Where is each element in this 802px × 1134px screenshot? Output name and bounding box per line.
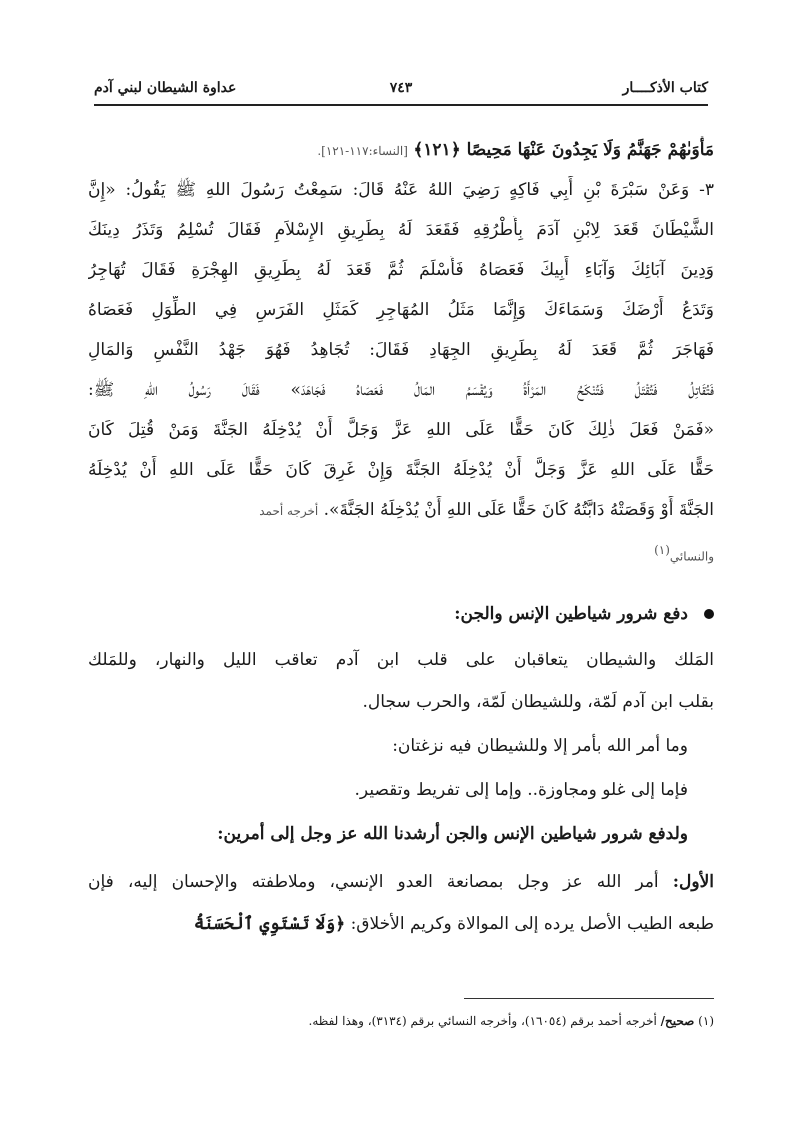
hadith-line: وَدِينَ آبَائِكَ وَآبَاءِ أَبِيكَ فَعَصَاهُ فَأَسْلَمَ ثُمَّ قَعَدَ لَهُ بِطَرِيقِ الهِجْرَةِ فَقَالَ تُهَاجِرُ xyxy=(88,260,714,280)
paragraph-line-quran xyxy=(88,910,714,938)
hadith-source-line xyxy=(88,536,714,571)
book-title: كتاب الأذكــــار xyxy=(622,80,708,96)
paragraph-line: المَلك والشيطان يتعاقبان على قلب ابن آدم تعاقب الليل والنهار، وللمَلك xyxy=(88,650,714,670)
hadith-source-cont: والنسائي xyxy=(669,549,714,564)
hadith-line: الشَّيْطَانَ قَعَدَ لِابْنِ آدَمَ بِأَطْرُقِهِ فَقَعَدَ لَهُ بِطَرِيقِ الإِسْلاَمِ فَقَالَ تُسْلِمُ وَتَذَرُ دِينَكَ xyxy=(88,220,714,240)
header-divider xyxy=(94,104,708,106)
page-number: ٧٤٣ xyxy=(389,80,413,96)
hadith-line: فَهَاجَرَ ثُمَّ قَعَدَ لَهُ بِطَرِيقِ الجِهَادِ فَقَالَ: تُجَاهِدُ فَهُوَ جَهْدُ النَّفْسِ وَالمَالِ xyxy=(88,340,714,360)
hadith-line: وَتَدَعُ أَرْضَكَ وَسَمَاءَكَ وَإِنَّمَا مَثَلُ المُهَاجِرِ كَمَثَلِ الفَرَسِ فِي الطِّوَلِ فَعَصَاهُ xyxy=(88,300,714,320)
hadith-line: الجَنَّةَ أَوْ وَقَصَتْهُ دَابَّتُهُ كَانَ حَقًّا عَلَى اللهِ أَنْ يُدْخِلَهُ الجَنَّةَ». xyxy=(323,500,714,520)
hadith-source: أخرجه أحمد xyxy=(259,504,319,518)
hadith-last-line xyxy=(88,496,714,525)
quran-excerpt: ﴿وَلَا تَسْتَوِي ٱلْحَسَنَةُ xyxy=(193,914,346,934)
verse-text: مَأْوَىٰهُمْ جَهَنَّمُ وَلَا يَجِدُونَ عَنْهَا مَحِيصًا ﴿١٢١﴾ xyxy=(413,140,714,160)
first-label: الأول: xyxy=(672,872,714,892)
bullet-icon xyxy=(704,609,714,619)
hadith-line: ٣- وَعَنْ سَبْرَةَ بْنِ أَبِي فَاكِهٍ رَضِيَ اللهُ عَنْهُ قَالَ: سَمِعْتُ رَسُولَ اللهِ ﷺ يَقُولُ: «إِنَّ xyxy=(88,180,714,200)
paragraph-line: وما أمر الله بأمر إلا وللشيطان فيه نزغتان: xyxy=(392,736,688,756)
section-title: عداوة الشيطان لبني آدم xyxy=(94,80,237,96)
footnote xyxy=(88,1014,714,1028)
verse-end-line xyxy=(88,136,714,165)
footnote-number: (١) xyxy=(698,1014,714,1028)
verse-reference: [النساء:١١٧-١٢١]. xyxy=(317,144,408,158)
footnote-text: أخرجه أحمد برقم (١٦٠٥٤)، وأخرجه النسائي برقم (٣١٣٤)، وهذا لفظه. xyxy=(308,1014,657,1028)
footnote-divider xyxy=(464,998,714,999)
paragraph-line: ولدفع شرور شياطين الإنس والجن أرشدنا الله عز وجل إلى أمرين: xyxy=(217,824,688,844)
hadith-line: حَقًّا عَلَى اللهِ عَزَّ وَجَلَّ أَنْ يُدْخِلَهُ الجَنَّةَ وَإِنْ غَرِقَ كَانَ حَقًّا عَلَى اللهِ أَنْ يُدْخِلَهُ xyxy=(88,460,714,480)
running-header xyxy=(94,80,708,102)
first-text: أمر الله عز وجل بمصانعة العدو الإنسي، وملاطفته والإحسان إليه، فإن xyxy=(88,872,659,892)
paragraph-line: فإما إلى غلو ومجاوزة.. وإما إلى تفريط وتقصير. xyxy=(354,780,688,800)
footnote-grade: صحيح/ xyxy=(660,1014,695,1028)
hadith-line: «فَمَنْ فَعَلَ ذٰلِكَ كَانَ حَقًّا عَلَى اللهِ عَزَّ وَجَلَّ أَنْ يُدْخِلَهُ الجَنَّةَ وَمَنْ قُتِلَ كَانَ xyxy=(88,420,714,440)
section-heading: دفع شرور شياطين الإنس والجن: xyxy=(454,604,688,624)
paragraph-line-first xyxy=(88,868,714,896)
footnote-marker: (١) xyxy=(654,543,670,557)
hadith-line: فَتُقَاتِلُ فَتُقْتَلُ فَتُنْكَحُ المَرْأَةُ وَيُقْسَمُ المَالُ فَعَصَاهُ فَجَاهَدَ» فَقَالَ رَسُولُ اللهِ ﷺ: xyxy=(88,380,714,400)
first-text-cont: طبعه الطيب الأصل يرده إلى الموالاة وكريم الأخلاق: xyxy=(350,914,714,934)
paragraph-line: بقلب ابن آدم لَمّة، وللشيطان لَمّة، والحرب سجال. xyxy=(362,692,714,712)
